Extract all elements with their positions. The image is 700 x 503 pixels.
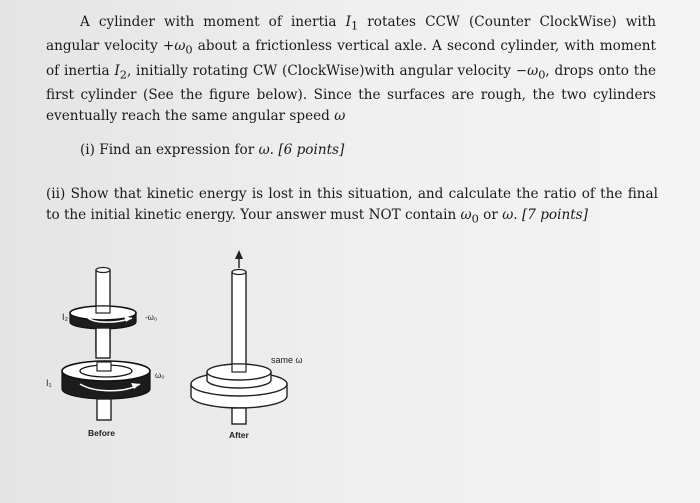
axle-bottom <box>97 399 111 420</box>
symbol-omega: ω <box>502 206 514 223</box>
label-same-omega: same ω <box>271 355 303 365</box>
question-1-text: (i) Find an expression for <box>80 142 259 158</box>
label-after: After <box>229 430 249 440</box>
symbol-I2-subscript: 2 <box>119 67 127 82</box>
symbol-omega0-subscript: 0 <box>538 67 546 82</box>
question-2-points: [7 points] <box>521 206 588 223</box>
symbol-omega0-subscript: 0 <box>185 43 193 58</box>
label-I1: I₁ <box>46 378 52 388</box>
problem-text: about a frictionless vertical axle. A second cylinder, with moment of inertia <box>46 38 656 79</box>
problem-text: rotates CCW (Counter ClockWise) with angular velocity + <box>46 14 657 55</box>
question-2-text: (ii) Show that kinetic energy is lost in this situation, and calculate the ratio of the final to the initial kinetic energy. Your answer must NOT contain <box>46 186 658 223</box>
axle-up-arrow-icon <box>235 250 243 259</box>
axle-middle <box>96 328 110 358</box>
label-I2: I₂ <box>62 312 68 322</box>
label-before: Before <box>88 428 115 438</box>
symbol-omega0: ω <box>527 62 539 79</box>
problem-text: , drops onto the first cylinder (See the figure below). Since the surfaces are rough, the two cylinders eventually reach the same angular speed <box>46 62 656 124</box>
question-2-or: or <box>478 206 503 223</box>
axle-segment <box>96 306 110 313</box>
upper-cylinder-I2 <box>70 306 136 329</box>
symbol-I2: I <box>114 62 120 79</box>
label-omega0: ω₀ <box>155 371 165 380</box>
question-1-period: . <box>269 142 279 158</box>
axle-after <box>232 272 246 370</box>
lower-cylinder-I1 <box>62 361 150 399</box>
symbol-I1: I <box>345 14 351 30</box>
after-diagram <box>191 250 303 440</box>
axle-after-bottom <box>232 408 246 424</box>
symbol-omega0: ω <box>174 38 186 55</box>
symbol-omega0-subscript: 0 <box>471 211 479 226</box>
label-minus-omega0: -ω₀ <box>145 313 158 322</box>
axle-segment <box>232 364 246 372</box>
question-1-points: [6 points] <box>278 142 345 158</box>
problem-text: A cylinder with moment of inertia <box>80 14 346 30</box>
axle-after-cap <box>232 270 246 275</box>
axle-segment <box>97 362 111 371</box>
question-2-period: . <box>513 206 522 223</box>
axle-top-cap <box>96 268 110 273</box>
symbol-omega: ω <box>334 107 346 124</box>
symbol-omega: ω <box>258 142 270 158</box>
symbol-omega0: ω <box>460 206 472 223</box>
before-diagram <box>46 268 165 439</box>
symbol-I1-subscript: 1 <box>350 18 359 33</box>
problem-text: , initially rotating CW (ClockWise)with angular velocity − <box>126 62 528 79</box>
